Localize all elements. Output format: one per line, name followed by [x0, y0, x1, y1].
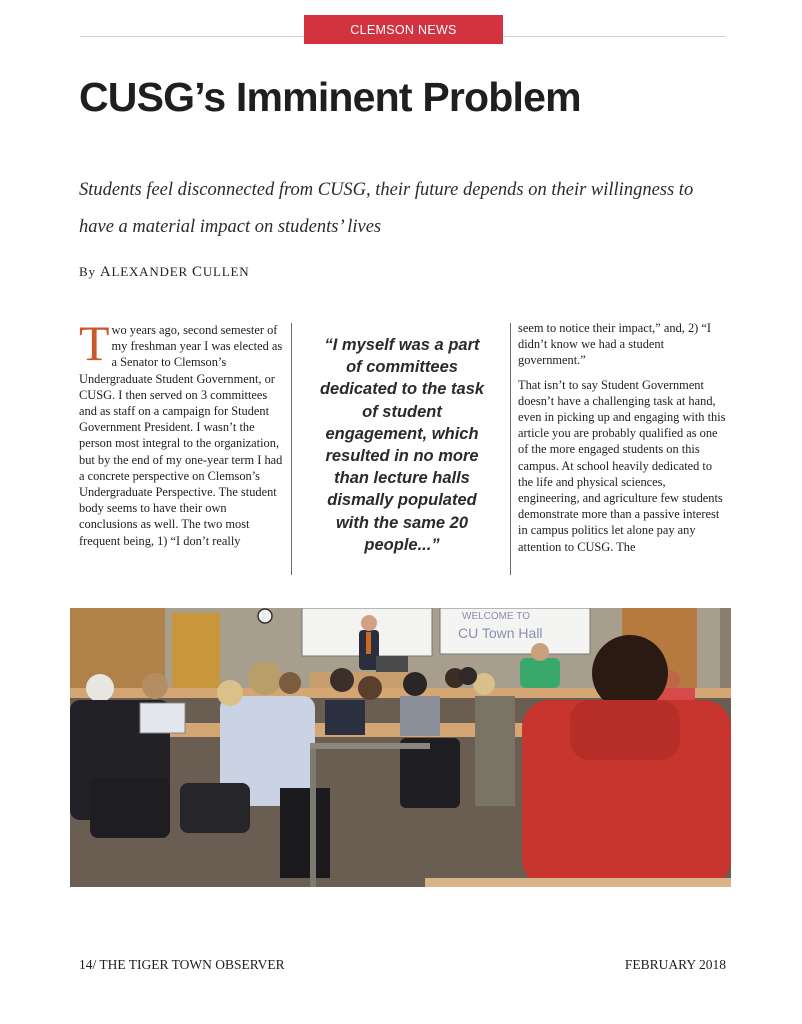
- body-text: wo years ago, second semester of my freshman year I was elected as a Senator to Clemson’s Undergraduate Student Government, or CUSG. I then served on 3 committees and as staff on a campaign for Student Government President. I wasn’t the person most integral to the organization, but by the end of my one-year term I had a concrete perspective on Clemson’s Undergraduate Perspective. The student body seems to have their own conclusions as well. The two most frequent being, 1) “I don’t really: [79, 323, 283, 548]
- town-hall-photo: [70, 608, 731, 887]
- whiteboard-text: WELCOME TO: [462, 611, 530, 622]
- body-column-1: [79, 315, 286, 549]
- whiteboard-text: CU Town Hall: [458, 625, 543, 641]
- body-paragraph: seem to notice their impact,” and, 2) “I didn’t know we had a student government.”: [518, 321, 712, 368]
- drop-cap: T: [79, 315, 110, 371]
- article-headline: CUSG’s Imminent Problem: [79, 74, 581, 120]
- pull-quote: “I myself was a part of committees dedicated to the task of student engagement, which resulted in no more than lecture halls dismally populated with the same 20 people...”: [319, 336, 485, 554]
- footer-date: FEBRUARY 2018: [624, 957, 726, 972]
- body-paragraph: That isn’t to say Student Government doesn’t have a challenging task at hand, even in picking up and engaging with this article you are probably qualified as one of the more engaged students on this campus. At school heavily dedicated to the life and physical sciences, engineering, and agriculture few students demonstrate more than a passive interest in campus politics let alone pay any attention to CUSG. The: [518, 377, 726, 554]
- byline-prefix: By: [79, 264, 96, 279]
- byline: By ALEXANDER CULLEN: [79, 264, 250, 280]
- section-tag: CLEMSON NEWS: [304, 15, 503, 44]
- column-divider: [510, 323, 511, 575]
- body-column-3: [518, 320, 726, 563]
- article-subhead: Students feel disconnected from CUSG, their future depends on their willingness to have a material impact on students’ lives: [79, 180, 694, 237]
- column-divider: [291, 323, 292, 575]
- footer-publication: 14/ THE TIGER TOWN OBSERVER: [79, 957, 285, 972]
